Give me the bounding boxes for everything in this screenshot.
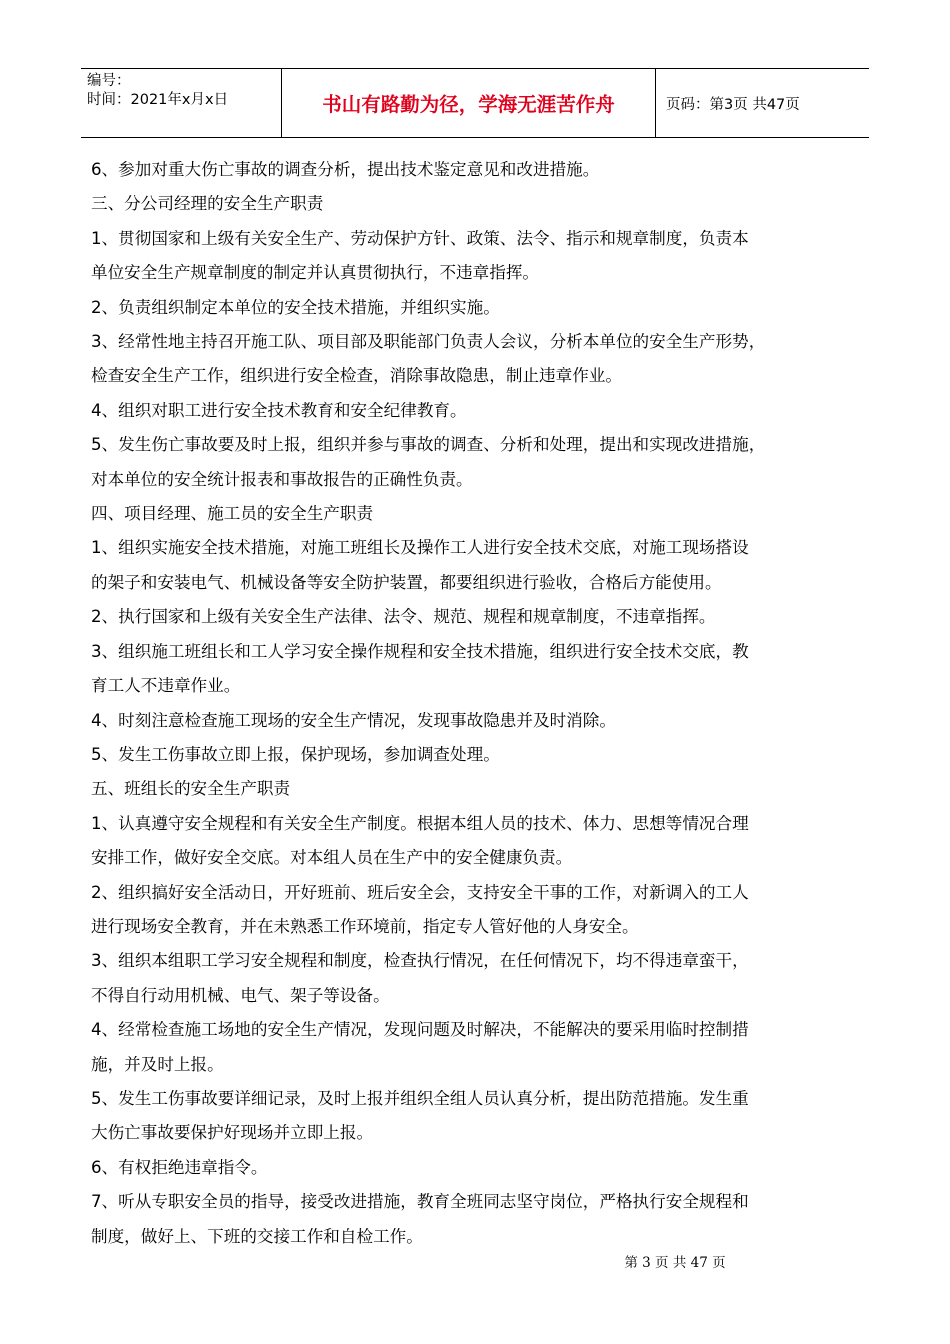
body-line: 5、发生伤亡事故要及时上报，组织并参与事故的调查、分析和处理，提出和实现改进措施， (91, 435, 766, 455)
body-line: 5、发生工伤事故要详细记录，及时上报并组织全组人员认真分析，提出防范措施。发生重 (91, 1088, 749, 1108)
body-line: 育工人不违章作业。 (91, 676, 241, 696)
body-line: 施，并及时上报。 (91, 1054, 224, 1074)
body-line: 1、组织实施安全技术措施，对施工班组长及操作工人进行安全技术交底，对施工现场搭设 (91, 538, 749, 558)
body-line: 大伤亡事故要保护好现场并立即上报。 (91, 1123, 374, 1143)
header-meta (81, 69, 282, 137)
body-line: 制度，做好上、下班的交接工作和自检工作。 (91, 1226, 423, 1246)
body-line: 2、组织搞好安全活动日，开好班前、班后安全会，支持安全干事的工作，对新调入的工人 (91, 882, 749, 902)
body-line: 单位安全生产规章制度的制定并认真贯彻执行，不违章指挥。 (91, 263, 540, 283)
section-heading: 四、项目经理、施工员的安全生产职责 (91, 504, 374, 524)
page-footer (0, 1251, 950, 1271)
footer-page-number: 第 3 页 共 47 页 (624, 1255, 726, 1271)
body-line: 不得自行动用机械、电气、架子等设备。 (91, 985, 390, 1005)
body-line: 5、发生工伤事故立即上报，保护现场，参加调查处理。 (91, 744, 500, 764)
body-line: 4、组织对职工进行安全技术教育和安全纪律教育。 (91, 400, 467, 420)
date-line: 时间：2021年x月x日 (87, 92, 229, 108)
body-line: 6、参加对重大伤亡事故的调查分析，提出技术鉴定意见和改进措施。 (91, 160, 600, 179)
body-line: 4、经常检查施工场地的安全生产情况，发现问题及时解决，不能解决的要采用临时控制措 (91, 1020, 749, 1040)
body-line: 4、时刻注意检查施工现场的安全生产情况，发现事故隐患并及时消除。 (91, 710, 616, 730)
body-line: 2、执行国家和上级有关安全生产法律、法令、规范、规程和规章制度，不违章指挥。 (91, 607, 716, 627)
page-header (81, 68, 869, 138)
body-line: 的架子和安装电气、机械设备等安全防护装置，都要组织进行验收，合格后方能使用。 (91, 572, 722, 592)
number-label: 编号： (87, 73, 131, 89)
body-line: 对本单位的安全统计报表和事故报告的正确性负责。 (91, 469, 473, 489)
header-page-info: 页码：第3页 共47页 (666, 96, 800, 113)
body-line: 检查安全生产工作，组织进行安全检查，消除事故隐患，制止违章作业。 (91, 366, 622, 386)
body-line: 6、有权拒绝违章指令。 (91, 1157, 268, 1177)
body-line: 1、贯彻国家和上级有关安全生产、劳动保护方针、政策、法令、指示和规章制度，负责本 (91, 228, 749, 248)
body-line: 7、听从专职安全员的指导，接受改进措施，教育全班同志坚守岗位，严格执行安全规程和 (91, 1192, 749, 1212)
section-heading: 五、班组长的安全生产职责 (91, 779, 291, 799)
body-line: 安排工作，做好安全交底。对本组人员在生产中的安全健康负责。 (91, 848, 573, 868)
body-line: 进行现场安全教育，并在未熟悉工作环境前，指定专人管好他的人身安全。 (91, 916, 639, 936)
section-heading: 三、分公司经理的安全生产职责 (91, 194, 324, 214)
header-motto: 书山有路勤为径，学海无涯苦作舟 (282, 69, 656, 137)
body-line: 1、认真遵守安全规程和有关安全生产制度。根据本组人员的技术、体力、思想等情况合理 (91, 813, 749, 833)
body-line: 3、组织本组职工学习安全规程和制度，检查执行情况，在任何情况下，均不得违章蛮干， (91, 951, 749, 971)
body-line: 3、经常性地主持召开施工队、项目部及职能部门负责人会议，分析本单位的安全生产形势， (91, 332, 766, 352)
document-body (91, 153, 863, 1254)
body-line: 3、组织施工班组长和工人学习安全操作规程和安全技术措施，组织进行安全技术交底，教 (91, 641, 749, 661)
body-line: 2、负责组织制定本单位的安全技术措施，并组织实施。 (91, 297, 500, 317)
